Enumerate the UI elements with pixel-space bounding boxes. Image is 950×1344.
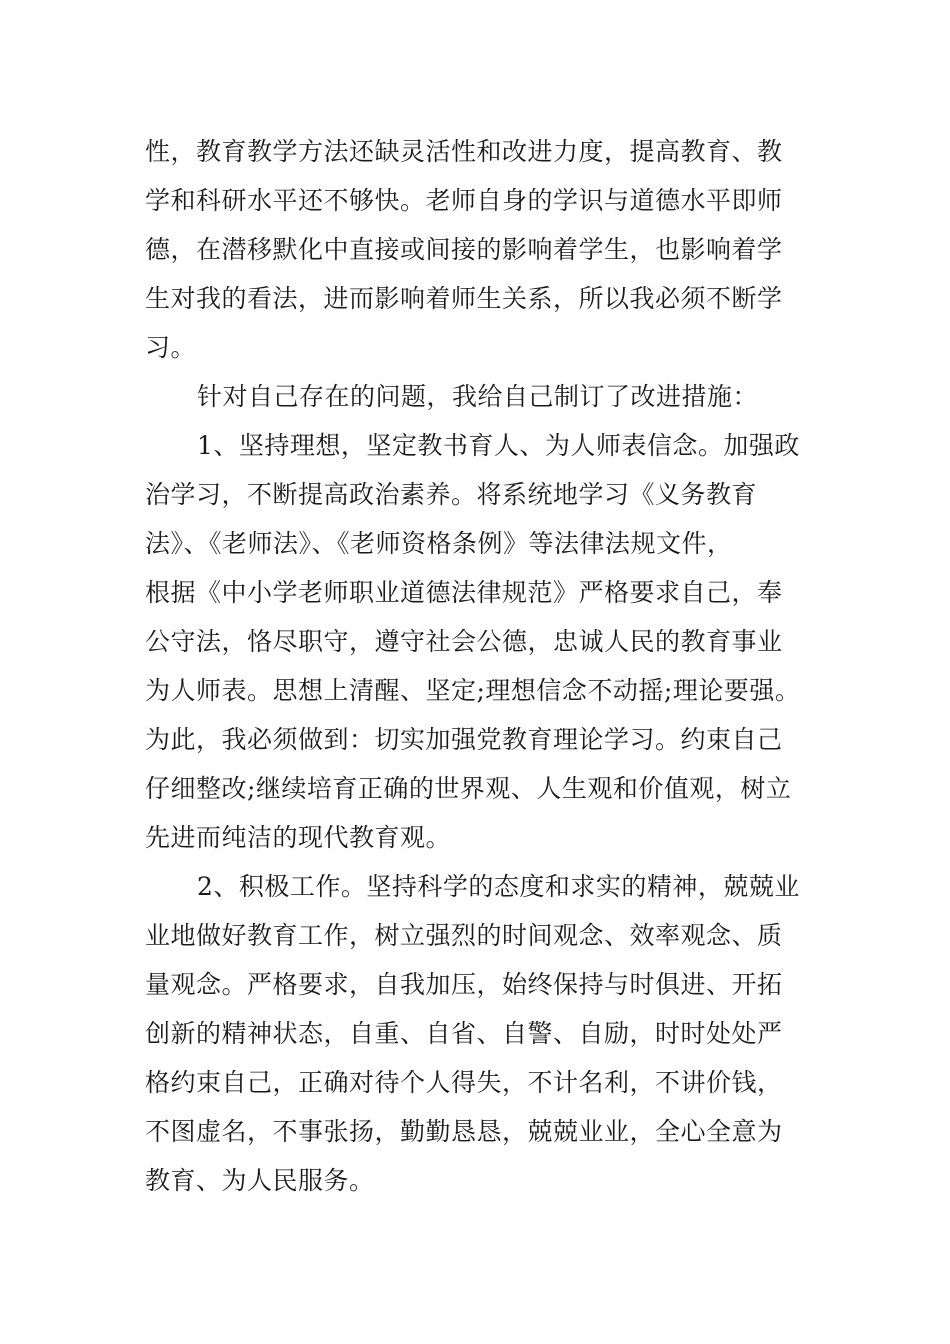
text-line: 创新的精神状态，自重、自省、自警、自励，时时处处严: [145, 1019, 783, 1048]
text-line: 教育、为人民服务。: [145, 1166, 375, 1195]
text-line: 根据《中小学老师职业道德法律规范》严格要求自己，奉: [145, 578, 783, 607]
text-line: 不图虚名，不事张扬，勤勤恳恳，兢兢业业，全心全意为: [145, 1117, 783, 1146]
text-line: 治学习，不断提高政治素养。将系统地学习《义务教育: [145, 480, 758, 509]
text-line: 1、坚持理想，坚定教书育人、为人师表信念。加强政: [197, 431, 800, 460]
text-line: 性，教育教学方法还缺灵活性和改进力度，提高教育、教: [145, 137, 783, 166]
paragraph-improvement-intro: [145, 372, 835, 421]
text-line: 德，在潜移默化中直接或间接的影响着学生，也影响着学: [145, 235, 783, 264]
text-line: 业地做好教育工作，树立强烈的时间观念、效率观念、质: [145, 921, 783, 950]
text-line: 2、积极工作。坚持科学的态度和求实的精神，兢兢业: [197, 872, 800, 901]
paragraph-measure-2: [145, 862, 835, 1205]
document-body: [145, 127, 835, 1205]
text-line: 量观念。严格要求，自我加压，始终保持与时俱进、开拓: [145, 970, 783, 999]
text-line: 法》、《老师法》、《老师资格条例》等法律法规文件，: [145, 529, 733, 558]
text-line: 仔细整改;继续培育正确的世界观、人生观和价值观，树立: [145, 774, 792, 803]
text-line: 公守法，恪尽职守，遵守社会公德，忠诚人民的教育事业: [145, 627, 783, 656]
text-line: 习。: [145, 333, 197, 362]
text-line: 为此，我必须做到：切实加强党教育理论学习。约束自己: [145, 725, 783, 754]
text-line: 先进而纯洁的现代教育观。: [145, 823, 452, 852]
paragraph-continuation: [145, 127, 835, 372]
text-line: 格约束自己，正确对待个人得失，不计名利，不讲价钱，: [145, 1068, 783, 1097]
text-line: 针对自己存在的问题，我给自己制订了改进措施：: [197, 382, 759, 411]
paragraph-measure-1: [145, 421, 835, 862]
text-line: 学和科研水平还不够快。老师自身的学识与道德水平即师: [145, 186, 783, 215]
text-line: 生对我的看法，进而影响着师生关系，所以我必须不断学: [145, 284, 783, 313]
text-line: 为人师表。思想上清醒、坚定;理想信念不动摇;理论要强。: [145, 676, 801, 705]
